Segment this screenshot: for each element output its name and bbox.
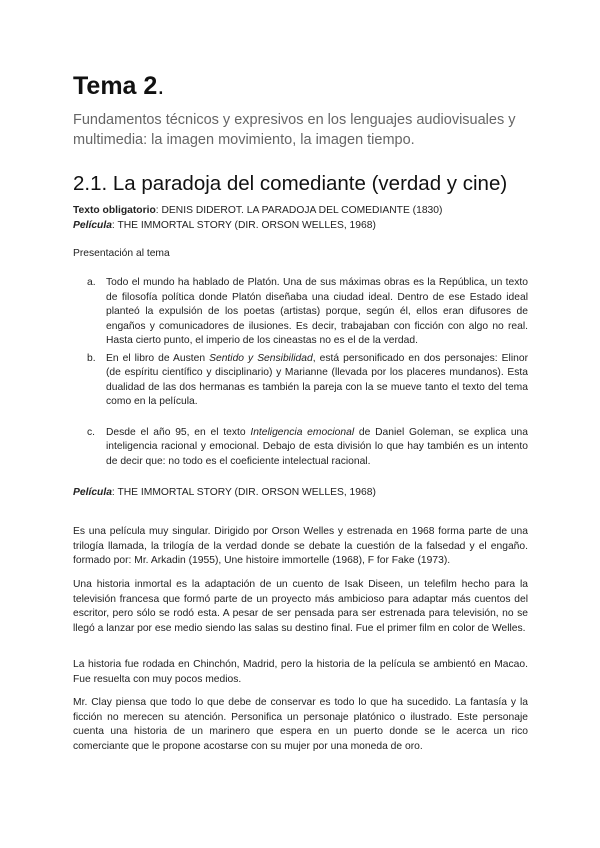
required-text-line: [73, 204, 442, 219]
paragraph: Es una película muy singular. Dirigido por Orson Welles y estrenada en 1968 forma parte de una trilogía llamada, la trilogía de la verdad donde se debate la cuestión de la falsedad y el engaño. formado por: Mr. Arkadin (1955), Une histoire immortelle (1968), F for Fake (1973).: [73, 526, 528, 566]
paragraph: La historia fue rodada en Chinchón, Madrid, pero la historia de la película se ambientó en Macao. Fue resuelta con muy pocos medios.: [73, 659, 528, 685]
list-marker: b.: [87, 352, 96, 364]
film-value: : THE IMMORTAL STORY (DIR. ORSON WELLES, 1968): [111, 487, 376, 498]
title-text: Tema 2: [73, 72, 158, 100]
section-heading: 2.1. La paradoja del comediante (verdad y cine): [73, 172, 508, 195]
film-line: [73, 219, 442, 234]
page-subtitle: Fundamentos técnicos y expresivos en los lenguajes audiovisuales y multimedia: la imagen movimiento, la imagen tiempo.: [73, 112, 516, 148]
list-marker: a.: [87, 277, 96, 288]
list-item-text: , está personificado en dos personajes: Elinor (de espíritu científico y disciplinario) y Marianne (llevada por los placeres mundanos). Esta dualidad de las dos hermanas es también la pareja con la se mueve tanto el texto del tema como en la película.: [106, 352, 529, 407]
topic-list: [73, 276, 528, 469]
page-title: [73, 72, 164, 101]
list-item-text: de Daniel Goleman, se explica una inteligencia racional y emocional. Debajo de esta división lo que hay también es un intento de decir que: no todo es el coeficiente intelectual racional.: [106, 426, 529, 467]
list-item-text: En el libro de Austen: [106, 352, 210, 364]
list-item: [87, 352, 528, 410]
film-line-2: [73, 487, 376, 498]
title-dot: .: [157, 72, 165, 100]
presentation-label: Presentación al tema: [73, 248, 170, 259]
list-item: [87, 426, 528, 470]
list-item: [87, 276, 528, 349]
required-text-value: : DENIS DIDEROT. LA PARADOJA DEL COMEDIANTE (1830): [155, 205, 443, 216]
film-label: Película: [73, 219, 112, 231]
film-label: Película: [73, 487, 112, 498]
list-marker: c.: [87, 426, 96, 438]
requirements-block: [73, 204, 442, 233]
book-title: Sentido y Sensibilidad: [209, 352, 313, 364]
list-item-text: Todo el mundo ha hablado de Platón. Una de sus máximas obras es la República, un texto de filosofía política donde Platón diseñaba una ciudad ideal. Dentro de ese Estado ideal planteó la expulsión de los poetas (artistas) porque, según él, ellos eran difusores de engaños y comunicadores de ilusiones. Es decir, trabajaban con ficción con algo no real. Hasta cierto punto, el imperio de los cineastas no es el de la verdad.: [106, 277, 528, 346]
film-value: : THE IMMORTAL STORY (DIR. ORSON WELLES, 1968): [111, 219, 376, 231]
required-text-label: Texto obligatorio: [73, 205, 156, 216]
list-item-text: Desde el año 95, en el texto: [106, 426, 251, 438]
book-title: Inteligencia emocional: [250, 426, 355, 438]
paragraph: Mr. Clay piensa que todo lo que debe de conservar es todo lo que ha sucedido. La fantasía y la ficción no merecen su atención. Personifica un personaje platónico o ilustrado. Este personaje cuenta una historia de un marinero que espera en un puerto donde se le acerca un rico comerciante que le propone acostarse con su mujer por una moneda de oro.: [73, 697, 528, 752]
paragraph: Una historia inmortal es la adaptación de un cuento de Isak Diseen, un telefilm hecho para la televisión francesa que formó parte de un proyecto más ambicioso para adaptar más cuentos del escritor, pero sólo se rodó esta. A pesar de ser pensada para ser estrenada para televisión, no se llegó a lanzar por ese medio siendo las salas su destino final. Fue el primer film en color de Welles.: [73, 579, 528, 634]
